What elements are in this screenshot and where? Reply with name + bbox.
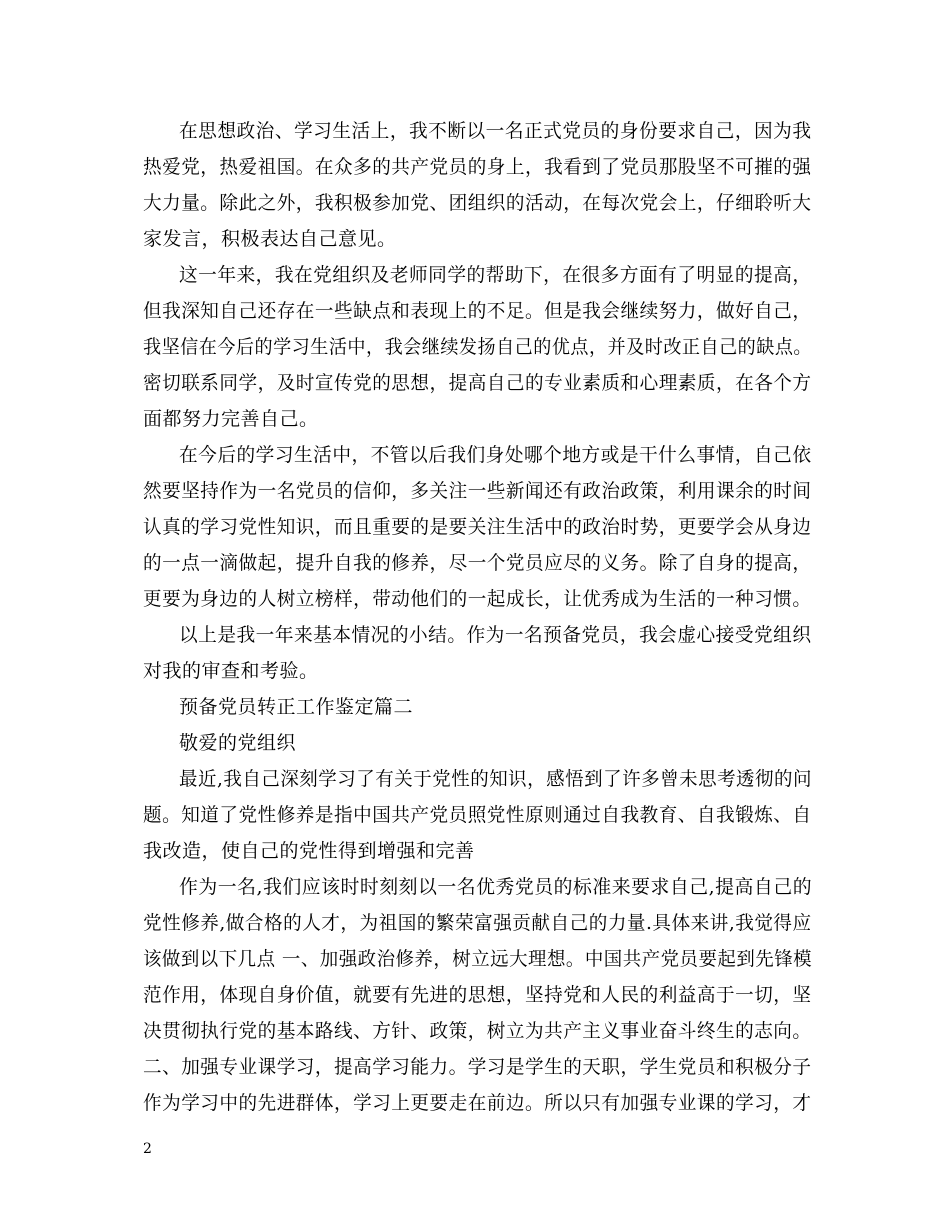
- text-line: 作为一名,我们应该时时刻刻以一名优秀党员的标准来要求自己,提高自己的: [179, 876, 813, 898]
- text-line: 但我深知自己还存在一些缺点和表现上的不足。但是我会继续努力，做好自己，: [143, 300, 812, 322]
- text-line: 这一年来，我在党组织及老师同学的帮助下，在很多方面有了明显的提高，: [179, 264, 812, 286]
- text-line: 家发言，积极表达自己意见。: [143, 228, 397, 250]
- text-line: 的一点一滴做起，提升自我的修养，尽一个党员应尽的义务。除了自身的提高，: [143, 552, 812, 574]
- text-line: 更要为身边的人树立榜样，带动他们的一起成长，让优秀成为生活的一种习惯。: [143, 588, 812, 610]
- text-line: 党性修养,做合格的人才，为祖国的繁荣富强贡献自己的力量.具体来讲,我觉得应: [143, 912, 812, 934]
- text-line: 我改造，使自己的党性得到增强和完善: [143, 840, 475, 862]
- text-line: 热爱党，热爱祖国。在众多的共产党员的身上，我看到了党员那股坚不可摧的强: [143, 156, 812, 178]
- text-line: 在思想政治、学习生活上，我不断以一名正式党员的身份要求自己，因为我: [179, 120, 812, 142]
- text-line: 在今后的学习生活中，不管以后我们身处哪个地方或是干什么事情，自己依: [179, 444, 812, 466]
- text-line: 然要坚持作为一名党员的信仰，多关注一些新闻还有政治政策，利用课余的时间: [143, 480, 812, 502]
- text-line: 认真的学习党性知识，而且重要的是要关注生活中的政治时势，更要学会从身边: [143, 516, 812, 538]
- text-line: 最近,我自己深刻学习了有关于党性的知识，感悟到了许多曾未思考透彻的问: [179, 768, 813, 790]
- text-line: 以上是我一年来基本情况的小结。作为一名预备党员，我会虚心接受党组织: [179, 624, 812, 646]
- text-line: 作为学习中的先进群体，学习上更要走在前边。所以只有加强专业课的学习，才: [143, 1092, 812, 1114]
- text-line: 对我的审查和考验。: [143, 660, 319, 682]
- text-line: 二、加强专业课学习，提高学习能力。学习是学生的天职，学生党员和积极分子: [143, 1056, 812, 1078]
- text-line: 范作用，体现自身价值，就要有先进的思想，坚持党和人民的利益高于一切，坚: [143, 984, 812, 1006]
- text-line: 大力量。除此之外，我积极参加党、团组织的活动，在每次党会上，仔细聆听大: [143, 192, 812, 214]
- text-line: 该做到以下几点 一、加强政治修养，树立远大理想。中国共产党员要起到先锋模: [143, 948, 813, 970]
- page-number: 2: [143, 1141, 152, 1157]
- salutation: 敬爱的党组织: [179, 732, 297, 754]
- text-line: 决贯彻执行党的基本路线、方针、政策，树立为共产主义事业奋斗终生的志向。: [143, 1020, 812, 1042]
- section-heading: 预备党员转正工作鉴定篇二: [179, 696, 414, 718]
- text-line: 我坚信在今后的学习生活中，我会继续发扬自己的优点，并及时改正自己的缺点。: [143, 336, 813, 358]
- text-line: 题。知道了党性修养是指中国共产党员照党性原则通过自我教育、自我锻炼、自: [143, 804, 812, 826]
- text-line: 面都努力完善自己。: [143, 408, 319, 430]
- text-line: 密切联系同学，及时宣传党的思想，提高自己的专业素质和心理素质，在各个方: [143, 372, 812, 394]
